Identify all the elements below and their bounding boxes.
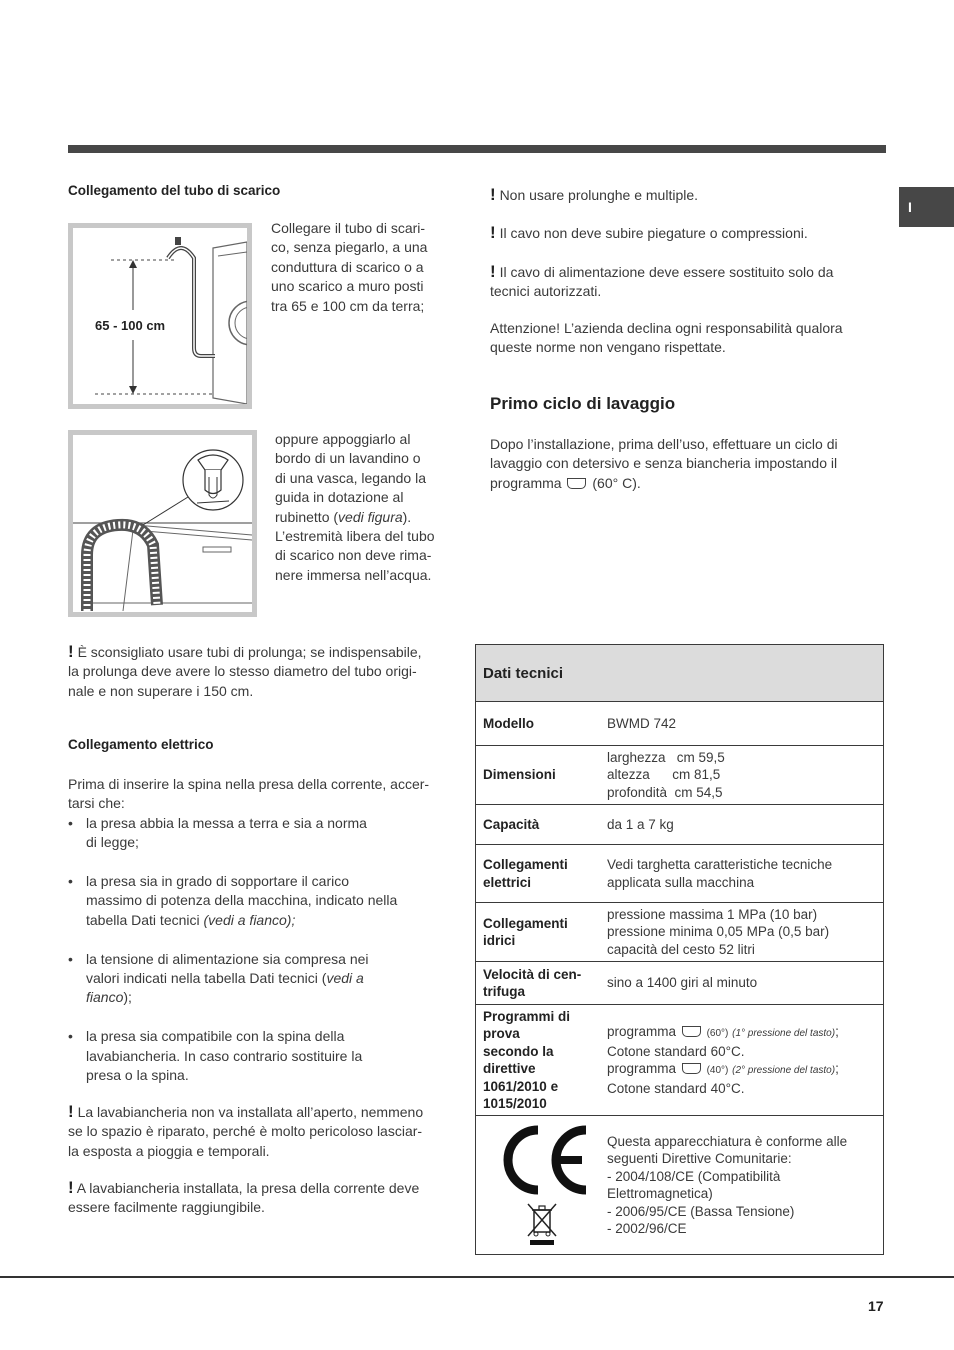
value-text: profondità cm 54,5 [607, 784, 723, 800]
text-line: queste norme non vengano rispettate. [490, 339, 726, 356]
text-line: oppure appoggiarlo al [275, 431, 411, 447]
value-text: (1° pressione del tasto) [732, 1028, 836, 1039]
text-span: ); [123, 989, 132, 1006]
text-line: Attenzione! L’azienda declina ogni responsabilità qualora [490, 320, 843, 336]
label-line: Collegamenti [483, 857, 568, 872]
first-wash-title: Primo ciclo di lavaggio [490, 394, 676, 413]
electric-body [68, 775, 448, 1105]
row-label [476, 962, 607, 1004]
text-line: tarsi che: [68, 795, 125, 812]
label-line: direttive [483, 1061, 536, 1076]
weee-bin-icon [524, 1202, 560, 1246]
exclamation-icon: ! [490, 185, 496, 204]
text-line [68, 1178, 419, 1198]
text-span: La lavabiancheria non va installata all’aperto, nemmeno [77, 1104, 424, 1120]
text-line: • la presa sia in grado di sopportare il carico [86, 873, 350, 890]
text-line: lavaggio con detersivo e senza biancheria impostando il [490, 455, 838, 472]
text-line: conduttura di scarico o a [271, 258, 424, 275]
drain-heading: Collegamento del tubo di scarico [68, 183, 281, 198]
row-value [607, 845, 883, 902]
value-text: BWMD 742 [607, 715, 677, 731]
text-line: essere facilmente raggiungibile. [68, 1199, 265, 1216]
text-span: tabella Dati tecnici [86, 911, 204, 928]
label-line: elettrici [483, 874, 532, 890]
value-text: seguenti Direttive Comunitarie: [607, 1151, 792, 1166]
hose-on-sink-illustration [73, 435, 252, 612]
row-label: Dimensioni [483, 767, 556, 783]
row-label: Capacità [483, 816, 540, 832]
table-row-compliance [476, 1116, 883, 1254]
label-line: 1015/2010 [483, 1096, 547, 1111]
row-label [476, 1005, 607, 1115]
text-span: valori indicati nella tabella Dati tecnici ( [86, 970, 327, 987]
list-item [68, 1027, 448, 1085]
value-text: programma [607, 1024, 677, 1039]
value-text: Questa apparecchiatura è conforme alle [607, 1133, 848, 1149]
value-text: larghezza cm 59,5 [607, 749, 725, 765]
first-wash-text [490, 435, 838, 493]
text-span-italic: vedi figura [338, 508, 403, 525]
value-text: ; [835, 1061, 839, 1076]
text-line [490, 474, 838, 493]
compliance-text [607, 1116, 883, 1254]
label-line: idrici [483, 933, 516, 948]
warning-cable-replace [490, 262, 833, 302]
table-row-spin [476, 962, 883, 1005]
exclamation-icon: ! [68, 1102, 74, 1121]
value-text: - 2004/108/CE (Compatibilità [607, 1168, 781, 1184]
text-line: guida in dotazione al [275, 489, 404, 506]
wash-tub-icon [682, 1063, 701, 1074]
value-text: pressione massima 1 MPa (10 bar) [607, 906, 818, 922]
list-item [68, 872, 448, 930]
text-line: tra 65 e 100 cm da terra; [271, 297, 425, 314]
warning-cable-bend [490, 223, 808, 243]
value-line [607, 1060, 883, 1080]
value-text: pressione minima 0,05 MPa (0,5 bar) [607, 924, 830, 940]
text-line: co, senza piegarlo, a una [271, 239, 428, 256]
value-text: Vedi targhetta caratteristiche tecniche [607, 857, 833, 872]
exclamation-icon: ! [68, 642, 74, 661]
text-line: lavabiancheria. In caso contrario sostituire la [86, 1047, 363, 1064]
text-span-italic: vedi a [326, 970, 364, 987]
electric-heading: Collegamento elettrico [68, 737, 214, 752]
outdoor-warning [68, 1102, 423, 1161]
text-span-italic: (vedi a fianco); [203, 911, 296, 928]
page-number: 17 [868, 1298, 884, 1314]
text-line: se lo spazio è riparato, perché è molto pericoloso lasciar- [68, 1123, 423, 1140]
text-span: Il cavo di alimentazione deve essere sostituito solo da [499, 264, 834, 280]
drain-sink-figure [68, 430, 257, 617]
text-line: • la presa sia compatibile con la spina della [86, 1028, 345, 1045]
value-text: - 2002/96/CE [607, 1221, 687, 1236]
attention-note [490, 319, 843, 358]
ce-weee-marks [476, 1116, 607, 1254]
table-row-electric [476, 845, 883, 903]
footer-rule [0, 1276, 954, 1278]
text-span: Non usare prolunghe e multiple. [499, 187, 699, 203]
socket-warning [68, 1178, 419, 1218]
value-line [607, 1023, 883, 1043]
label-line: trifuga [483, 984, 525, 999]
label-line: Velocità di cen- [483, 966, 582, 982]
value-text: applicata sulla macchina [607, 874, 755, 890]
value-text: capacità del cesto 52 litri [607, 941, 755, 957]
label-line: 1061/2010 e [483, 1078, 559, 1094]
value-line: Cotone standard 60°C. [607, 1043, 745, 1059]
table-row-test-programs [476, 1005, 883, 1116]
drain-text-2 [275, 430, 435, 585]
label-line: secondo la [483, 1043, 554, 1059]
text-span: programma [490, 474, 562, 491]
value-text: ; [835, 1024, 839, 1039]
text-line: la prolunga deve avere lo stesso diametro del tubo origi- [68, 663, 417, 680]
text-line [68, 1102, 423, 1122]
exclamation-icon: ! [490, 223, 496, 242]
row-value [607, 903, 883, 961]
drain-height-label: 65 - 100 cm [95, 318, 166, 333]
label-line: Programmi di [483, 1008, 571, 1024]
list-item [68, 814, 448, 853]
drain-wall-illustration [73, 228, 247, 404]
text-line: tecnici autorizzati. [490, 283, 602, 300]
value-text: da 1 a 7 kg [607, 816, 674, 832]
row-label [476, 903, 607, 961]
drain-height-figure [68, 223, 252, 409]
text-line: di una vasca, legando la [275, 469, 426, 486]
text-line [275, 508, 435, 527]
row-value [607, 702, 883, 745]
text-line: L’estremità libera del tubo [275, 528, 435, 545]
table-title: Dati tecnici [476, 645, 883, 702]
list-item [68, 950, 448, 1008]
text-line [86, 911, 448, 930]
row-value [607, 1005, 883, 1115]
text-line: uno scarico a muro posti [271, 278, 424, 295]
text-line: bordo di un lavandino o [275, 450, 421, 467]
text-span: (60° C). [592, 474, 641, 491]
table-row-dimensions [476, 746, 883, 805]
label-line: prova [483, 1026, 520, 1041]
text-span: ). [402, 508, 412, 525]
text-span: Il cavo non deve subire piegature o compressioni. [499, 225, 808, 241]
text-line [68, 642, 422, 662]
text-line: presa o la spina. [86, 1067, 189, 1084]
row-value [607, 746, 883, 804]
row-label [476, 845, 607, 902]
text-line: di scarico non deve rima- [275, 547, 432, 564]
value-text: Elettromagnetica) [607, 1186, 713, 1201]
language-tab-label: I [908, 199, 912, 215]
text-span: A lavabiancheria installata, la presa della corrente deve [76, 1180, 420, 1196]
table-row-water [476, 903, 883, 962]
text-line: nale e non superare i 150 cm. [68, 682, 254, 699]
header-bar [68, 145, 886, 153]
language-tab [899, 187, 954, 227]
text-line: di legge; [86, 834, 139, 851]
text-line: • la presa abbia la messa a terra e sia a norma [86, 814, 367, 831]
value-text: (40°) [706, 1065, 729, 1076]
text-line [86, 969, 448, 988]
text-span: È sconsigliato usare tubi di prolunga; se indispensabile, [77, 644, 422, 660]
value-text: (60°) [706, 1028, 729, 1039]
value-line: Cotone standard 40°C. [607, 1080, 745, 1096]
text-line: nere immersa nell’acqua. [275, 566, 432, 583]
extension-warning [68, 642, 422, 701]
wash-tub-icon [682, 1026, 701, 1037]
text-line [490, 262, 833, 282]
text-line: massimo di potenza della macchina, indicato nella [86, 892, 398, 909]
row-value [607, 962, 883, 1004]
warning-extensions [490, 185, 698, 205]
row-label: Modello [483, 715, 534, 731]
technical-data-table [475, 644, 884, 1255]
exclamation-icon: ! [490, 262, 496, 281]
table-row-model [476, 702, 883, 746]
text-line: Dopo l’installazione, prima dell’uso, effettuare un ciclo di [490, 436, 838, 452]
ce-mark-icon [494, 1124, 590, 1196]
electric-checklist [68, 814, 448, 1086]
text-line: la esposta a pioggia e temporali. [68, 1142, 270, 1159]
text-span-italic: fianco [86, 989, 124, 1006]
value-text: altezza cm 81,5 [607, 767, 721, 783]
text-span: rubinetto ( [275, 508, 339, 525]
text-line: Prima di inserire la spina nella presa della corrente, accer- [68, 776, 430, 792]
value-text: programma [607, 1061, 677, 1076]
value-text: - 2006/95/CE (Bassa Tensione) [607, 1203, 795, 1219]
table-row-capacity [476, 805, 883, 845]
text-line: • la tensione di alimentazione sia compresa nei [86, 950, 369, 967]
exclamation-icon: ! [68, 1178, 74, 1197]
value-text: sino a 1400 giri al minuto [607, 975, 758, 991]
text-line [86, 988, 448, 1007]
value-text: (2° pressione del tasto) [732, 1065, 836, 1076]
label-line: Collegamenti [483, 915, 568, 931]
drain-text-1 [271, 219, 427, 316]
text-line: Collegare il tubo di scari- [271, 220, 426, 236]
row-value [607, 805, 883, 844]
wash-tub-icon [567, 478, 586, 489]
